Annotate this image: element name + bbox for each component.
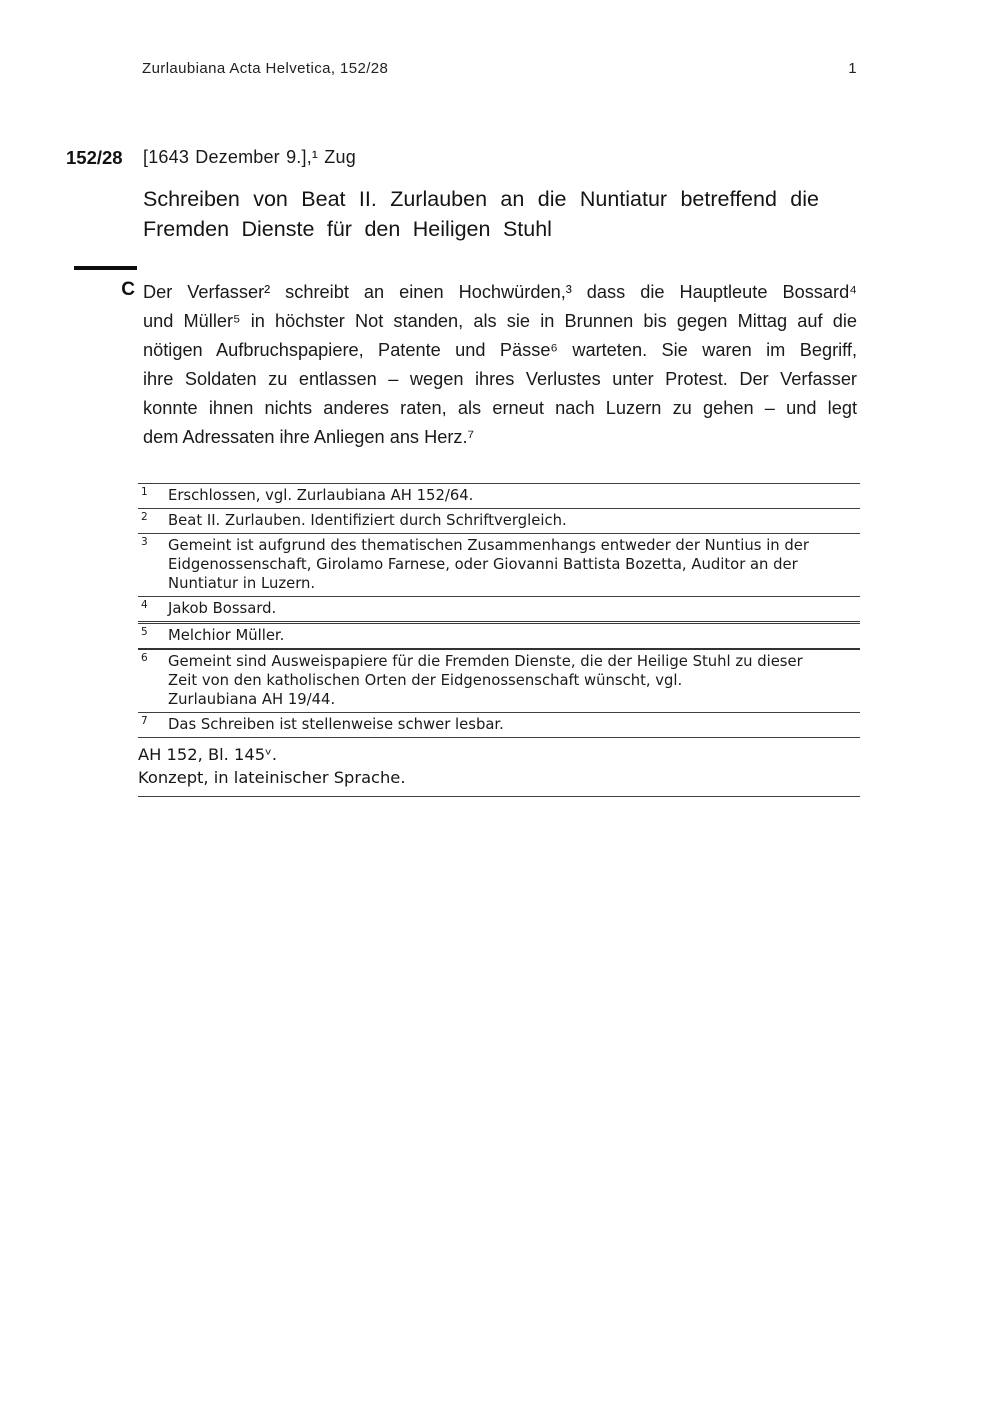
dateline: [1643 Dezember 9.],¹ Zug [143,147,356,167]
running-header [142,60,857,77]
section-marker: C [121,279,135,300]
footnote-text-line: Jakob Bossard. [168,600,277,617]
footnote-text-line: Gemeint ist aufgrund des thematischen Zusammenhangs entweder der Nuntius in der [168,537,809,554]
doc-number: 152/28 [66,147,123,168]
footnotes-section [138,483,860,797]
footnote-row [138,712,860,737]
summary-line: konnte ihnen nichts anderes raten, als erneut nach Luzern zu gehen – und legt [143,397,857,418]
summary-line: und Müller⁵ in höchster Not standen, als sie in Brunnen bis gegen Mittag auf die [143,310,857,331]
section-rule [74,266,137,270]
page-number: 1 [848,60,857,77]
footnote-text-line: Erschlossen, vgl. Zurlaubiana AH 152/64. [168,487,474,504]
footnote-row [138,533,860,596]
footnote-row [138,508,860,533]
doc-title-line: Fremden Dienste für den Heiligen Stuhl [143,216,552,241]
footnote-row [138,596,860,621]
footnote-number: 7 [141,715,148,727]
footnote-number: 4 [141,599,148,611]
footnote-text-line: Nuntiatur in Luzern. [168,575,316,592]
summary-line: ihre Soldaten zu entlassen – wegen ihres Verlustes unter Protest. Der Verfasser [143,368,857,389]
summary-paragraph [143,278,857,451]
summary-line: dem Adressaten ihre Anliegen ans Herz.⁷ [143,426,475,447]
footnote-text-line: Das Schreiben ist stellenweise schwer lesbar. [168,716,504,733]
footnote-row [138,648,860,712]
summary-line: nötigen Aufbruchspapiere, Patente und Pässe⁶ warteten. Sie waren im Begriff, [143,339,857,360]
footnote-number: 2 [141,511,148,523]
footnote-text-line: Melchior Müller. [168,627,285,644]
doc-title-line: Schreiben von Beat II. Zurlauben an die Nuntiatur betreffend die [143,187,819,211]
footnote-text-line: Beat II. Zurlauben. Identifiziert durch Schriftvergleich. [168,512,567,529]
colophon-line: Konzept, in lateinischer Sprache. [138,768,406,787]
footnote-text-line: Gemeint sind Ausweispapiere für die Fremden Dienste, die der Heilige Stuhl zu dieser [168,653,803,670]
footnote-row [138,483,860,508]
footnote-number: 6 [141,652,148,664]
footnote-number: 3 [141,536,148,548]
footnote-number: 1 [141,486,148,498]
footnote-row [138,621,860,648]
doc-title [143,185,819,244]
footnote-text-line: Eidgenossenschaft, Girolamo Farnese, oder Giovanni Battista Bozetta, Auditor an der [168,556,798,573]
footnote-text [168,536,860,593]
footnote-text-line: Zurlaubiana AH 19/44. [168,691,336,708]
footnote-number: 5 [141,626,148,638]
footnote-text [168,652,860,709]
colophon [138,737,860,797]
footnote-text-line: Zeit von den katholischen Orten der Eidgenossenschaft wünscht, vgl. [168,672,683,689]
summary-line: Der Verfasser² schreibt an einen Hochwürden,³ dass die Hauptleute Bossard⁴ [143,282,857,302]
colophon-line: AH 152, Bl. 145ᵛ. [138,745,278,764]
running-header-title: Zurlaubiana Acta Helvetica, 152/28 [142,60,389,77]
